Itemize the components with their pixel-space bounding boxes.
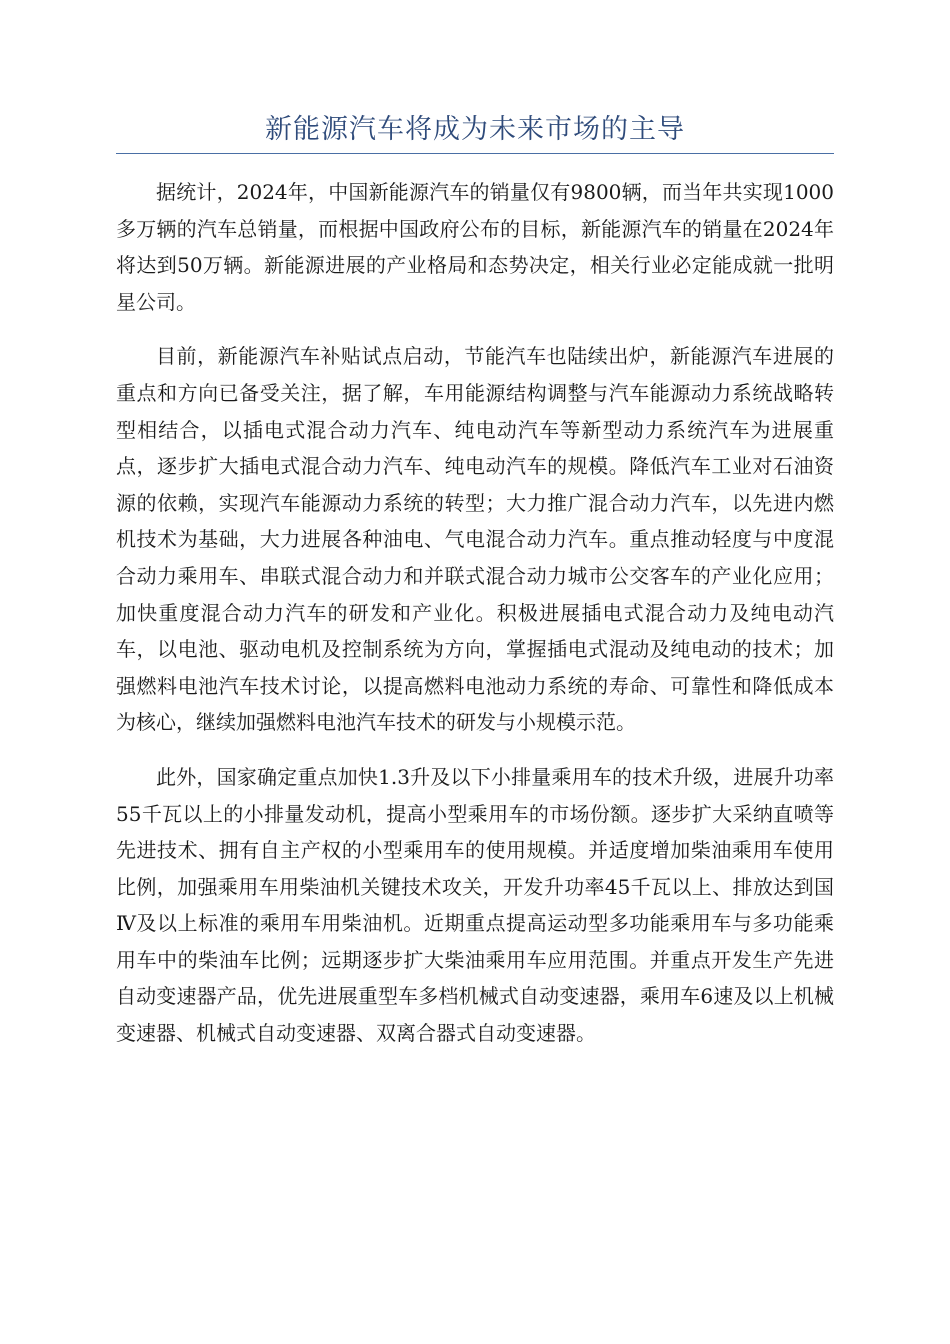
document-body	[116, 174, 834, 1070]
paragraph-sales-statistics: 据统计，2024年，中国新能源汽车的销量仅有9800辆，而当年共实现1000多万辆的汽车总销量，而根据中国政府公布的目标，新能源汽车的销量在2024年将达到50万辆。新能源进展的产业格局和态势决定，相关行业必定能成就一批明星公司。	[116, 180, 834, 314]
paragraph-small-displacement-policy: 此外，国家确定重点加快1.3升及以下小排量乘用车的技术升级，进展升功率55千瓦以上的小排量发动机，提高小型乘用车的市场份额。逐步扩大采纳直喷等先进技术、拥有自主产权的小型乘用车的使用规模。并适度增加柴油乘用车使用比例，加强乘用车用柴油机关键技术攻关，开发升功率45千瓦以上、排放达到国Ⅳ及以上标准的乘用车用柴油机。近期重点提高运动型多功能乘用车与多功能乘用车中的柴油车比例；远期逐步扩大柴油乘用车应用范围。并重点开发生产先进自动变速器产品，优先进展重型车多档机械式自动变速器，乘用车6速及以上机械变速器、机械式自动变速器、双离合器式自动变速器。	[116, 764, 834, 1046]
page-title: 新能源汽车将成为未来市场的主导	[265, 114, 685, 145]
paragraph-development-focus: 目前，新能源汽车补贴试点启动，节能汽车也陆续出炉，新能源汽车进展的重点和方向已备受关注，据了解，车用能源结构调整与汽车能源动力系统战略转型相结合，以插电式混合动力汽车、纯电动汽车等新型动力系统汽车为进展重点，逐步扩大插电式混合动力汽车、纯电动汽车的规模。降低汽车工业对石油资源的依赖，实现汽车能源动力系统的转型；大力推广混合动力汽车，以先进内燃机技术为基础，大力进展各种油电、气电混合动力汽车。重点推动轻度与中度混合动力乘用车、串联式混合动力和并联式混合动力城市公交客车的产业化应用；加快重度混合动力汽车的研发和产业化。积极进展插电式混合动力及纯电动汽车，以电池、驱动电机及控制系统为方向，掌握插电式混动及纯电动的技术；加强燃料电池汽车技术讨论，以提高燃料电池动力系统的寿命、可靠性和降低成本为核心，继续加强燃料电池汽车技术的研发与小规模示范。	[116, 344, 834, 735]
title-underline	[116, 153, 834, 154]
